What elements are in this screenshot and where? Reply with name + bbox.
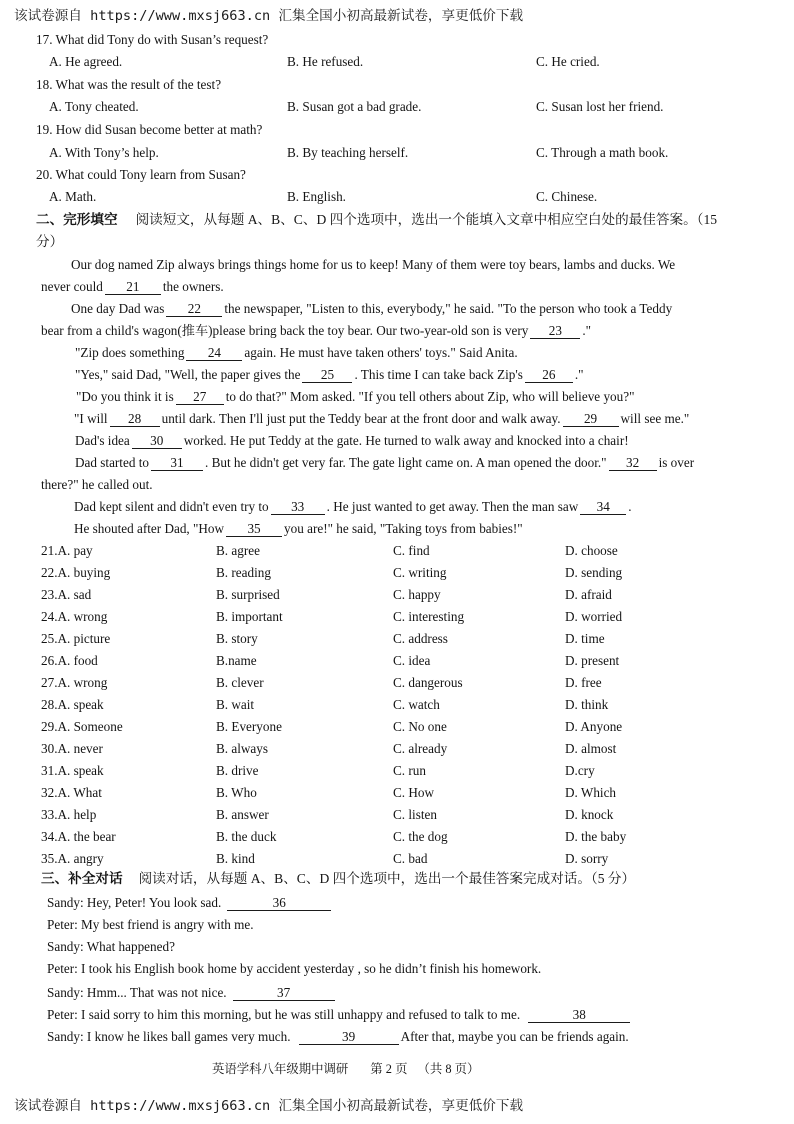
cloze-instruction: 阅读短文，从每题 A、B、C、D 四个选项中，选出一个能填入文章中相应空白处的最佳答案。（15 [135, 212, 718, 227]
option-32-c: C. How [393, 785, 435, 800]
option-27-b: B. clever [216, 675, 264, 690]
option-30-c: C. already [393, 741, 448, 756]
option-31-b: B. drive [216, 763, 259, 778]
option-26-c: C. idea [393, 653, 431, 668]
passage-line: there?" he called out. [41, 477, 153, 492]
blank-25: 25 [302, 367, 352, 383]
option-32-b: B. Who [216, 785, 257, 800]
blank-33: 33 [271, 499, 325, 515]
blank-32: 32 [609, 455, 657, 471]
option-28-a: 28.A. speak [41, 697, 104, 712]
passage-line: bear from a child's wagon(推车)please bring back the toy bear. Our two-year-old son is very 23 ." [41, 323, 592, 338]
passage-line: "Do you think it is 27 to do that?" Mom asked. "If you tell others about Zip, who will believe you?" [76, 389, 635, 404]
option-25-c: C. address [393, 631, 448, 646]
passage-line: Dad started to 31 . But he didn't get very far. The gate light came on. A man opened the door." 32 is over [75, 455, 695, 470]
blank-24: 24 [186, 345, 242, 361]
blank-29: 29 [563, 411, 619, 427]
passage-line: never could 21 the owners. [41, 279, 224, 294]
option-33-d: D. knock [565, 807, 614, 822]
option-25-a: 25.A. picture [41, 631, 111, 646]
option-28-d: D. think [565, 697, 609, 712]
dialogue-line: Peter: My best friend is angry with me. [47, 917, 254, 932]
passage-line: "Yes," said Dad, "Well, the paper gives the 25 . This time I can take back Zip's 26 ." [75, 367, 584, 382]
question-17-option-a: A. He agreed. [49, 54, 123, 69]
blank-34: 34 [580, 499, 626, 515]
option-25-b: B. story [216, 631, 258, 646]
option-34-d: D. the baby [565, 829, 627, 844]
cloze-heading: 二、完形填空 [36, 212, 118, 227]
blank-39: 39 [299, 1029, 399, 1045]
blank-28: 28 [110, 411, 160, 427]
option-35-b: B. kind [216, 851, 255, 866]
question-17-option-c: C. He cried. [536, 54, 600, 69]
option-30-b: B. always [216, 741, 269, 756]
blank-38: 38 [528, 1007, 630, 1023]
option-34-c: C. the dog [393, 829, 448, 844]
option-29-c: C. No one [393, 719, 447, 734]
option-24-c: C. interesting [393, 609, 465, 624]
passage-line: "I will 28 until dark. Then I'll just put the Teddy bear at the front door and walk away. 29 will see me." [74, 411, 690, 426]
option-24-a: 24.A. wrong [41, 609, 108, 624]
passage-line: He shouted after Dad, "How 35 you are!" he said, "Taking toys from babies!" [74, 521, 523, 536]
dialogue-line: Peter: I said sorry to him this morning, but he was still unhappy and refused to talk to me. 38 [47, 1006, 630, 1024]
option-32-a: 32.A. What [41, 785, 102, 800]
option-34-a: 34.A. the bear [41, 829, 116, 844]
source-watermark-top: 该试卷源自 https://www.mxsj663.cn 汇集全国小初高最新试卷，享更低价下载 [14, 8, 524, 24]
question-19-option-a: A. With Tony’s help. [49, 145, 159, 160]
dialogue-section-header [41, 870, 635, 888]
footer-subject: 英语学科八年级期中调研 [212, 1062, 349, 1076]
question-20-stem: 20. What could Tony learn from Susan? [36, 167, 246, 182]
option-26-d: D. present [565, 653, 620, 668]
blank-26: 26 [525, 367, 573, 383]
option-27-c: C. dangerous [393, 675, 463, 690]
option-33-c: C. listen [393, 807, 437, 822]
option-21-d: D. choose [565, 543, 618, 558]
option-31-c: C. run [393, 763, 426, 778]
question-18-option-b: B. Susan got a bad grade. [287, 99, 422, 114]
question-19-stem: 19. How did Susan become better at math? [36, 122, 263, 137]
dialogue-instruction: 阅读对话，从每题 A、B、C、D 四个选项中，选出一个最佳答案完成对话。（5 分） [138, 871, 636, 886]
question-19-option-c: C. Through a math book. [536, 145, 669, 160]
footer-page-number: 第 2 页 [370, 1062, 408, 1076]
option-33-b: B. answer [216, 807, 269, 822]
option-21-c: C. find [393, 543, 430, 558]
option-32-d: D. Which [565, 785, 617, 800]
cloze-instruction-cont: 分） [36, 234, 64, 249]
blank-36: 36 [227, 895, 331, 911]
option-23-d: D. afraid [565, 587, 612, 602]
blank-30: 30 [132, 433, 182, 449]
option-31-d: D.cry [565, 763, 595, 778]
option-29-d: D. Anyone [565, 719, 623, 734]
question-18-stem: 18. What was the result of the test? [36, 77, 222, 92]
option-21-b: B. agree [216, 543, 260, 558]
option-30-d: D. almost [565, 741, 617, 756]
passage-line: Dad's idea 30 worked. He put Teddy at the gate. He turned to walk away and knocked into a chair! [75, 433, 629, 448]
footer-total-pages: （共 8 页） [417, 1062, 480, 1076]
dialogue-line: Sandy: Hmm... That was not nice. 37 [47, 984, 335, 1002]
option-26-a: 26.A. food [41, 653, 98, 668]
dialogue-line: Sandy: I know he likes ball games very much. 39 After that, maybe you can be friends again. [47, 1029, 629, 1044]
option-22-a: 22.A. buying [41, 565, 111, 580]
option-24-d: D. worried [565, 609, 623, 624]
option-23-c: C. happy [393, 587, 441, 602]
option-21-a: 21.A. pay [41, 543, 93, 558]
source-watermark-bottom: 该试卷源自 https://www.mxsj663.cn 汇集全国小初高最新试卷，享更低价下载 [14, 1098, 524, 1114]
passage-line: Our dog named Zip always brings things home for us to keep! Many of them were toy bears, lambs and ducks. We [71, 257, 676, 272]
question-18-option-a: A. Tony cheated. [49, 99, 139, 114]
blank-37: 37 [233, 985, 335, 1001]
blank-35: 35 [226, 521, 282, 537]
passage-line: Dad kept silent and didn't even try to 33 . He just wanted to get away. Then the man saw 34 . [74, 499, 632, 514]
question-17-stem: 17. What did Tony do with Susan’s request? [36, 32, 269, 47]
dialogue-line: Sandy: What happened? [47, 939, 175, 954]
option-26-b: B.name [216, 653, 257, 668]
blank-31: 31 [151, 455, 203, 471]
option-28-b: B. wait [216, 697, 255, 712]
dialogue-line: Sandy: Hey, Peter! You look sad. 36 [47, 894, 331, 912]
option-23-a: 23.A. sad [41, 587, 92, 602]
option-25-d: D. time [565, 631, 605, 646]
blank-27: 27 [176, 389, 224, 405]
option-35-c: C. bad [393, 851, 428, 866]
question-17-option-b: B. He refused. [287, 54, 364, 69]
option-31-a: 31.A. speak [41, 763, 104, 778]
cloze-section-header [36, 211, 717, 229]
option-22-d: D. sending [565, 565, 623, 580]
option-27-a: 27.A. wrong [41, 675, 108, 690]
option-33-a: 33.A. help [41, 807, 97, 822]
question-20-option-b: B. English. [287, 189, 346, 204]
option-22-b: B. reading [216, 565, 271, 580]
option-35-d: D. sorry [565, 851, 609, 866]
question-19-option-b: B. By teaching herself. [287, 145, 409, 160]
question-20-option-c: C. Chinese. [536, 189, 598, 204]
passage-line: "Zip does something 24 again. He must have taken others' toys." Said Anita. [75, 345, 518, 360]
blank-21: 21 [105, 279, 161, 295]
passage-line: One day Dad was 22 the newspaper, "Listen to this, everybody," he said. "To the person who took a Teddy [71, 301, 673, 316]
option-28-c: C. watch [393, 697, 440, 712]
page-footer [212, 1060, 479, 1078]
blank-23: 23 [530, 323, 580, 339]
option-29-b: B. Everyone [216, 719, 282, 734]
dialogue-line: Peter: I took his English book home by accident yesterday , so he didn’t finish his homework. [47, 961, 542, 976]
dialogue-heading: 三、补全对话 [41, 871, 123, 886]
option-35-a: 35.A. angry [41, 851, 104, 866]
blank-22: 22 [166, 301, 222, 317]
option-30-a: 30.A. never [41, 741, 103, 756]
option-22-c: C. writing [393, 565, 447, 580]
option-23-b: B. surprised [216, 587, 280, 602]
question-20-option-a: A. Math. [49, 189, 97, 204]
question-18-option-c: C. Susan lost her friend. [536, 99, 664, 114]
option-24-b: B. important [216, 609, 283, 624]
option-29-a: 29.A. Someone [41, 719, 123, 734]
option-34-b: B. the duck [216, 829, 277, 844]
option-27-d: D. free [565, 675, 602, 690]
